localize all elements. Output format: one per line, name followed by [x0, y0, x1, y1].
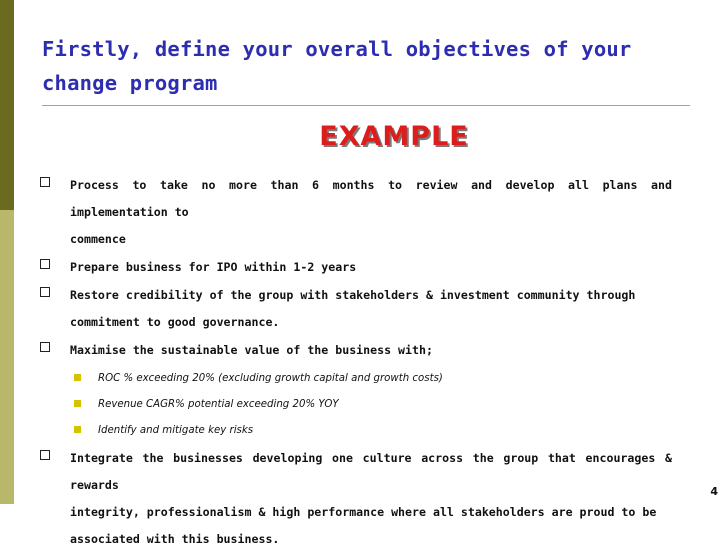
bullet-text: Prepare business for IPO within 1-2 years	[70, 260, 357, 274]
bullet-item	[36, 337, 672, 364]
bullet-text: Process to take no more than 6 months to review and develop all plans and implementation to commence	[70, 178, 672, 246]
bullet-text: Integrate the businesses developing one culture across the group that encourages & rewards integrity, professionalism & high performance where all stakeholders are proud to be associated with this business.	[70, 451, 672, 546]
bullet-text: Maximise the sustainable value of the business with;	[70, 343, 433, 357]
sub-bullet-item	[36, 366, 672, 392]
square-bullet-icon	[74, 426, 81, 433]
sub-bullet-text: ROC % exceeding 20% (excluding growth capital and growth costs)	[98, 373, 443, 384]
bullet-item	[36, 254, 672, 281]
title-line-2: change program	[42, 71, 218, 95]
sub-bullet-text: Revenue CAGR% potential exceeding 20% YOY	[98, 399, 339, 410]
checkbox-bullet-icon	[40, 342, 50, 352]
sub-bullet-item	[36, 392, 672, 418]
checkbox-bullet-icon	[40, 287, 50, 297]
example-heading: EXAMPLE	[319, 121, 469, 152]
page-number: 4	[710, 485, 718, 498]
checkbox-bullet-icon	[40, 177, 50, 187]
bullet-item	[36, 282, 672, 336]
square-bullet-icon	[74, 400, 81, 407]
sub-bullet-item	[36, 418, 672, 444]
bullet-item	[36, 172, 672, 253]
slide-title	[42, 32, 692, 100]
checkbox-bullet-icon	[40, 259, 50, 269]
sub-bullet-text: Identify and mitigate key risks	[98, 425, 254, 436]
bullet-list	[36, 178, 672, 553]
bullet-text: Restore credibility of the group with stakeholders & investment community through commitment to good governance.	[70, 288, 636, 329]
title-line-1: Firstly, define your overall objectives of your	[42, 37, 632, 61]
square-bullet-icon	[74, 374, 81, 381]
title-divider	[42, 105, 690, 106]
slide-sidebar	[0, 0, 14, 504]
checkbox-bullet-icon	[40, 450, 50, 460]
sidebar-light-band	[0, 210, 14, 504]
sidebar-dark-band	[0, 0, 14, 210]
bullet-item	[36, 445, 672, 553]
